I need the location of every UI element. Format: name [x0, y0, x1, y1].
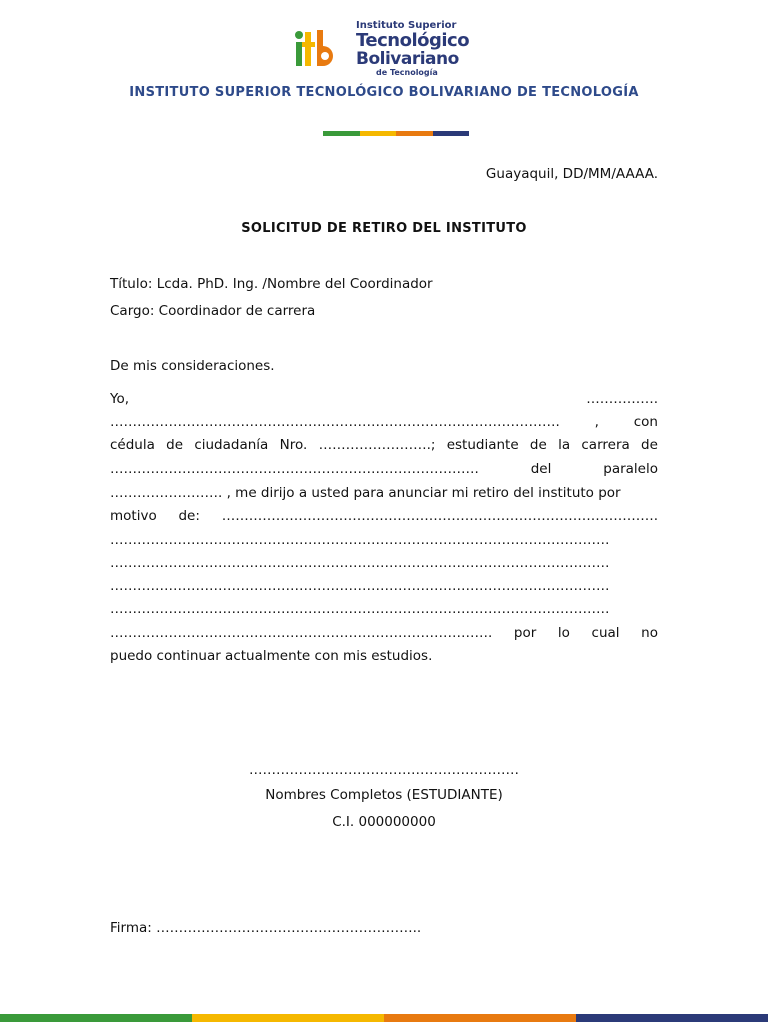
- logo-line-2: Tecnológico: [356, 30, 470, 51]
- body-text: lo: [557, 625, 570, 641]
- body-text: Nro.: [279, 437, 308, 453]
- body-text: por: [513, 625, 537, 641]
- body-text: de: [166, 437, 184, 453]
- divider-yellow: [360, 131, 397, 136]
- body-text: …………………………………………………………………………………….: [221, 508, 658, 524]
- institute-logo: [293, 20, 483, 76]
- body-line: …………………………………………………………………………………………………: [110, 578, 610, 594]
- itb-logo-icon: [293, 26, 345, 70]
- color-divider: [323, 131, 469, 136]
- footer-bar-green: [0, 1014, 192, 1022]
- divider-green: [323, 131, 360, 136]
- student-name: Nombres Completos (ESTUDIANTE): [265, 787, 503, 803]
- recipient-position: Cargo: Coordinador de carrera: [110, 303, 316, 319]
- divider-blue: [433, 131, 470, 136]
- body-text: del: [530, 461, 552, 477]
- body-text: de:: [178, 508, 200, 524]
- body-text: de: [641, 437, 658, 453]
- body-line: [110, 625, 658, 641]
- footer-color-bar: [0, 1014, 768, 1022]
- signature-line: ……………………………………………………: [249, 762, 519, 778]
- body-line: …………………………………………………………………………………………………: [110, 532, 610, 548]
- body-text: Yo,: [110, 391, 130, 407]
- body-line: [110, 508, 658, 524]
- body-text: paralelo: [603, 461, 658, 477]
- logo-wordmark: [356, 20, 486, 77]
- letter-title: SOLICITUD DE RETIRO DEL INSTITUTO: [241, 221, 527, 236]
- body-text: ……………………………………………………………………………………….: [110, 414, 560, 430]
- body-line: [110, 391, 658, 407]
- body-line: [110, 461, 658, 477]
- logo-line-4: de Tecnología: [376, 68, 438, 77]
- body-line: …………………………………………………………………………………………………: [110, 555, 610, 571]
- letter-date: Guayaquil, DD/MM/AAAA.: [485, 166, 658, 182]
- body-text: la: [558, 437, 571, 453]
- logo-line-3: Bolivariano: [356, 49, 459, 69]
- student-id: C.I. 000000000: [332, 814, 436, 830]
- body-line: puedo continuar actualmente con mis estudios.: [110, 648, 433, 664]
- body-text: ……………………………………………………………………….: [110, 461, 479, 477]
- institution-name: INSTITUTO SUPERIOR TECNOLÓGICO BOLIVARIANO DE TECNOLOGÍA: [129, 85, 639, 100]
- body-line: [110, 437, 658, 453]
- body-text: carrera: [581, 437, 630, 453]
- body-text: estudiante: [446, 437, 519, 453]
- body-text: de: [529, 437, 547, 453]
- body-line: [110, 414, 658, 430]
- body-text: no: [641, 625, 658, 641]
- footer-bar-orange: [384, 1014, 576, 1022]
- body-text: …………….: [586, 391, 658, 407]
- body-line: ……………………. , me dirijo a usted para anunciar mi retiro del instituto por: [110, 485, 621, 501]
- footer-bar-blue: [576, 1014, 768, 1022]
- body-text: ciudadanía: [194, 437, 269, 453]
- logo-line-1: Instituto Superior: [356, 20, 457, 31]
- body-line: …………………………………………………………………………………………………: [110, 601, 610, 617]
- body-text: con: [633, 414, 658, 430]
- body-text: …………………….;: [318, 437, 436, 453]
- body-text: ………………………………………………………………………….: [110, 625, 493, 641]
- recipient-title: Título: Lcda. PhD. Ing. /Nombre del Coordinador: [110, 276, 433, 292]
- body-text: cual: [591, 625, 620, 641]
- footer-bar-yellow: [192, 1014, 384, 1022]
- body-text: cédula: [110, 437, 155, 453]
- greeting: De mis consideraciones.: [110, 358, 275, 374]
- body-text: motivo: [110, 508, 157, 524]
- divider-orange: [396, 131, 433, 136]
- body-text: ,: [594, 414, 599, 430]
- firma-line: Firma: …………………………………………………..: [110, 920, 422, 936]
